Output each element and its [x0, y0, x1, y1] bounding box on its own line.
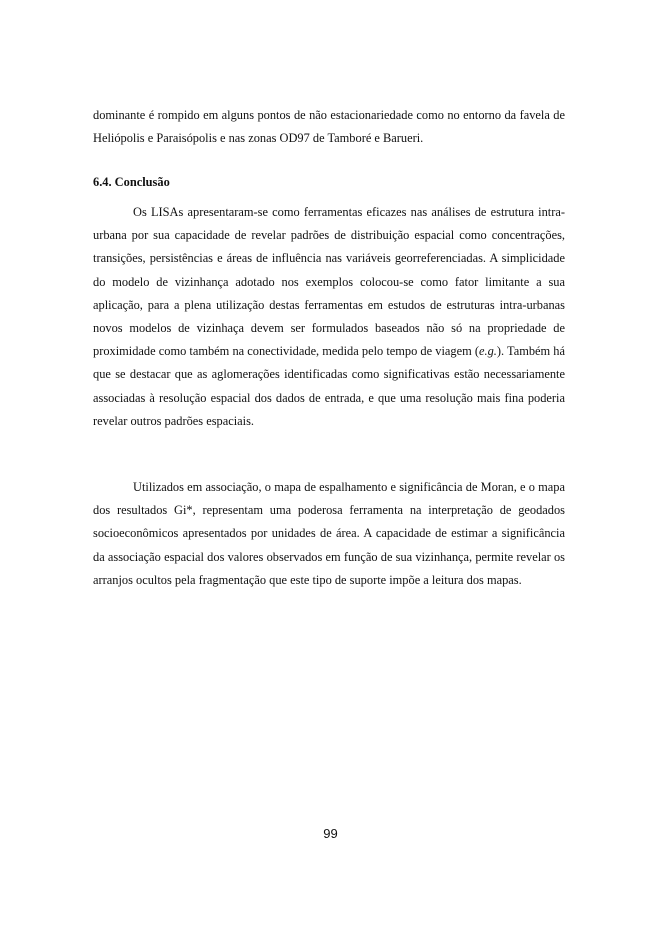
conclusion-paragraph-1	[93, 201, 565, 433]
page-number: 99	[323, 826, 338, 841]
paragraph-1-part-b: ). Também há que se destacar que as aglomerações identificadas como significativas estão necessariamente associadas à resolução espacial dos dados de entrada, e que uma resolução mais fina poderia revelar outros padrões espaciais.	[93, 344, 565, 428]
carryover-paragraph	[93, 104, 565, 150]
paragraph-1-part-a: Os LISAs apresentaram-se como ferramentas eficazes nas análises de estrutura intra-urbana por sua capacidade de revelar padrões de distribuição espacial como concentrações, transições, persistências e áreas de influência nas variáveis georreferenciadas. A simplicidade do modelo de vizinhança adotado nos exemplos colocou-se como fator limitante a sua aplicação, para a plena utilização destas ferramentas em estudos de estruturas intra-urbanas novos modelos de vizinhaça devem ser formulados baseados não só na propriedade de proximidade como também na conectividade, medida pelo tempo de viagem (	[93, 205, 565, 359]
conclusion-paragraph-2	[93, 476, 565, 592]
conclusion-paragraph-1-text	[93, 201, 565, 433]
carryover-paragraph-text: dominante é rompido em alguns pontos de não estacionariedade como no entorno da favela de Heliópolis e Paraisópolis e nas zonas OD97 de Tamboré e Barueri.	[93, 108, 565, 146]
section-heading: 6.4. Conclusão	[93, 175, 170, 189]
paragraph-1-italic-eg: e.g.	[478, 344, 497, 359]
conclusion-paragraph-2-text: Utilizados em associação, o mapa de espalhamento e significância de Moran, e o mapa dos resultados Gi*, representam uma poderosa ferramenta na interpretação de geodados socioeconômicos apresentados por unidades de área. A capacidade de estimar a significância da associação espacial dos valores observados em função de sua vizinhança, permite revelar os arranjos ocultos pela fragmentação que este tipo de suporte impõe a leitura dos mapas.	[93, 480, 565, 587]
